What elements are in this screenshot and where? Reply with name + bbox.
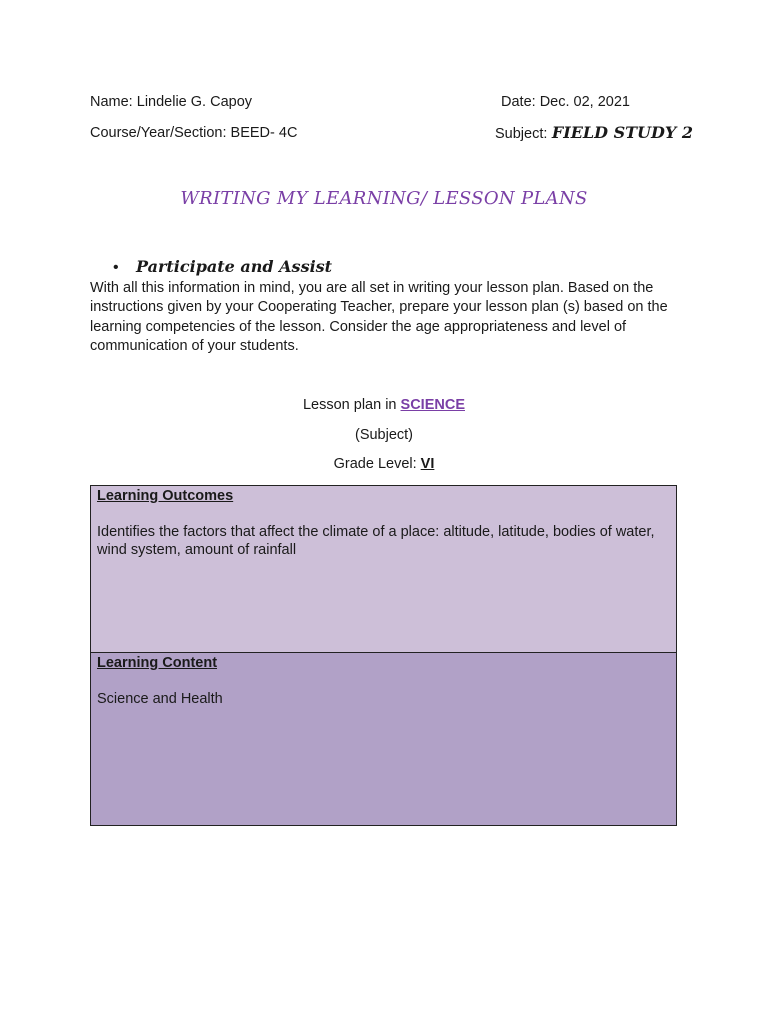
name-label: Name: [90, 94, 133, 110]
subject-line [495, 123, 693, 143]
course-label: Course/Year/Section: [90, 125, 227, 141]
name-value: Lindelie G. Capoy [136, 94, 253, 110]
lesson-plan-prefix: Lesson plan in [302, 397, 397, 413]
name-line [90, 94, 252, 110]
lesson-subject: SCIENCE [400, 397, 465, 413]
bullet-heading: Participate and Assist [136, 257, 333, 276]
subject-label: Subject: [495, 126, 548, 142]
learning-outcomes-text: Identifies the factors that affect the climate of a place: altitude, latitude, bodies of water, wind system, amount of rainfall [97, 524, 655, 558]
subject-caption: (Subject) [354, 427, 414, 443]
learning-content-cell [90, 652, 677, 826]
learning-content-text: Science and Health [97, 691, 223, 707]
date-line [501, 94, 630, 110]
grade-value: VI [420, 456, 435, 472]
grade-level-line [0, 456, 768, 472]
bullet-symbol: • [113, 259, 119, 276]
course-line [90, 125, 297, 141]
learning-outcomes-heading: Learning Outcomes [97, 488, 234, 504]
date-value: Dec. 02, 2021 [539, 94, 630, 110]
learning-content-heading: Learning Content [97, 655, 218, 671]
lesson-plan-line [0, 397, 768, 413]
subject-value: FIELD STUDY 2 [551, 123, 694, 142]
course-value: BEED- 4C [230, 125, 298, 141]
instructions-paragraph: With all this information in mind, you are all set in writing your lesson plan. Based on the instructions given by your Cooperating Teacher, prepare your lesson plan (s) based on the learning competencies of the lesson. Consider the age appropriateness and level of communication of your students. [90, 280, 668, 355]
page-title: WRITING MY LEARNING/ LESSON PLANS [180, 188, 588, 209]
grade-label: Grade Level: [333, 456, 417, 472]
date-label: Date: [501, 94, 536, 110]
learning-outcomes-cell [90, 485, 677, 653]
